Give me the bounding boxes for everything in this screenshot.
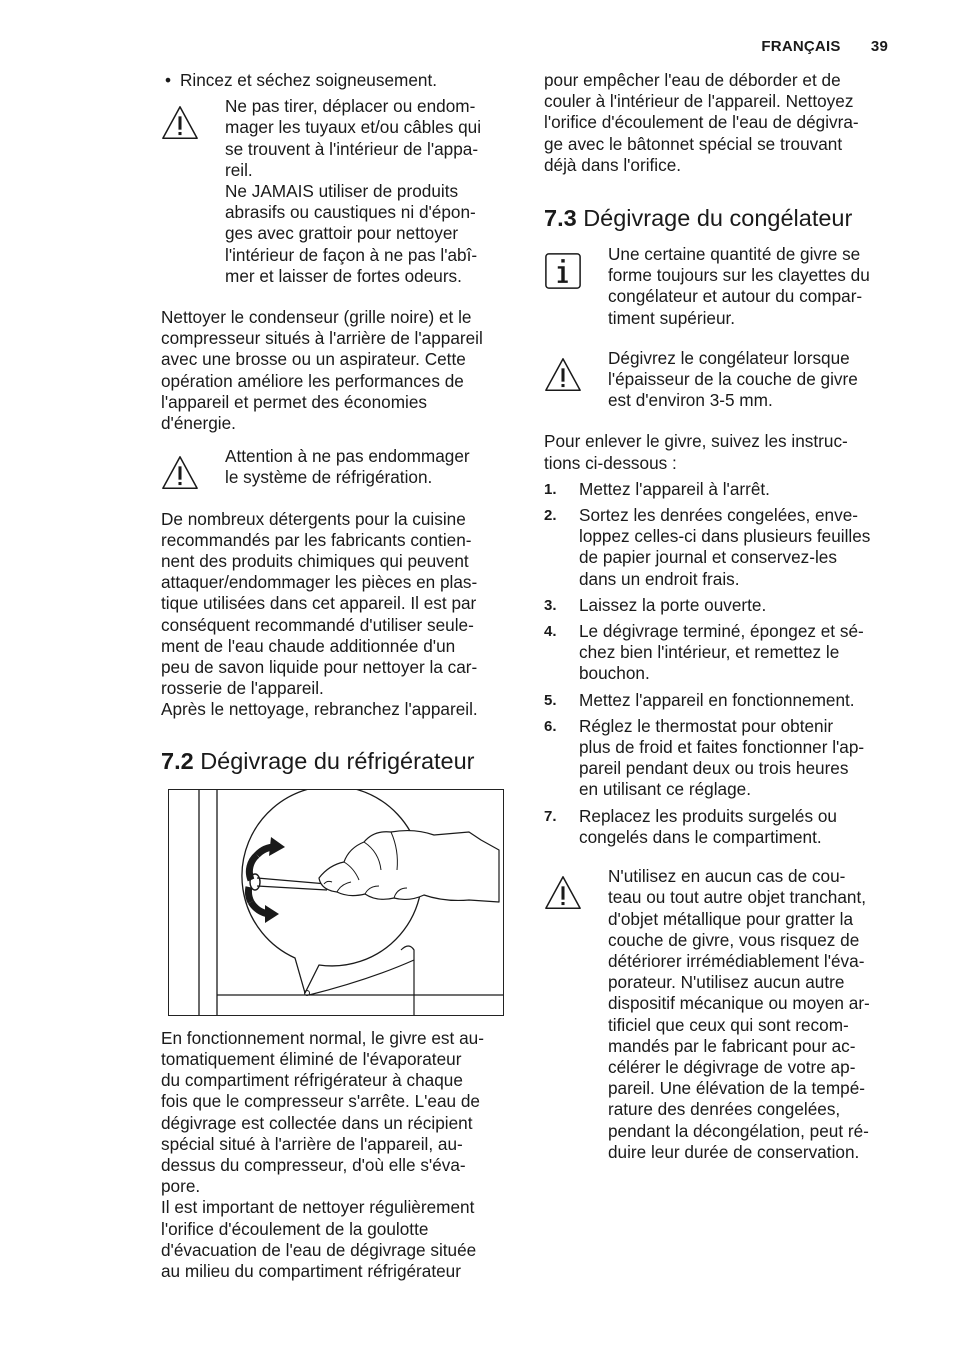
warning-icon xyxy=(161,104,199,142)
warning-icon xyxy=(544,874,582,912)
list-item: 3. Laissez la porte ouverte. xyxy=(544,594,767,615)
list-item: 6. Réglez le thermostat pour obtenir plus de froid et faites fonctionner l'ap- pareil pendant deux ou trois heures en utilisant ce réglage. xyxy=(544,715,865,800)
warning-icon xyxy=(161,454,199,492)
warning-icon xyxy=(544,356,582,394)
list-item: 1. Mettez l'appareil à l'arrêt. xyxy=(544,478,770,499)
bullet-rinse: • Rincez et séchez soigneusement. xyxy=(161,70,513,91)
list-item: 2. Sortez les denrées congelées, enve- loppez celles-ci dans plusieurs feuilles de papier journal et conservez-les dans un endroit frais. xyxy=(544,505,871,589)
fridge-drain-illustration xyxy=(169,790,503,1015)
info-note-frost xyxy=(544,244,896,329)
warning-note-thickness xyxy=(544,348,896,412)
warning-note-sharp-objects xyxy=(544,866,896,1163)
page-number: 39 xyxy=(870,38,888,55)
warning-cables-text: Ne pas tirer, déplacer ou endom- mager les tuyaux et/ou câbles qui se trouvent à l'intérieur de l'appa- reil. Ne JAMAIS utiliser de produits abrasifs ou caustiques ni d'épon- ges avec grattoir pour nettoyer l'intérieur de façon à ne pas l'abî- mer et laisser de fortes odeurs. xyxy=(225,96,482,286)
section-7-3-heading: 7.3 Dégivrage du congélateur xyxy=(544,205,853,232)
warning-thickness-text: Dégivrez le congélateur lorsque l'épaisseur de la couche de givre est d'environ 3-5 mm. xyxy=(608,347,858,411)
list-item: 4. Le dégivrage terminé, épongez et sé- chez bien l'intérieur, et remettez le bouchon. xyxy=(544,621,864,684)
drain-continuation-paragraph: pour empêcher l'eau de déborder et de couler à l'intérieur de l'appareil. Nettoyez l'orifice d'écoulement de l'eau de dégivra- ge avec le bâtonnet spécial se trouvant déjà dans l'orifice. xyxy=(544,70,859,175)
list-item: 7. Replacez les produits surgelés ou congelés dans le compartiment. xyxy=(544,805,837,847)
defrost-illustration xyxy=(168,789,504,1016)
section-7-2-heading: 7.2 Dégivrage du réfrigérateur xyxy=(161,747,475,774)
page-header xyxy=(735,38,888,55)
warning-note-cables xyxy=(161,96,513,287)
warning-note-refrigeration xyxy=(161,446,513,488)
list-item: 5. Mettez l'appareil en fonctionnement. xyxy=(544,689,855,710)
warning-refrigeration-text: Attention à ne pas endommager le système de réfrigération. xyxy=(225,446,470,488)
condenser-paragraph: Nettoyer le condenseur (grille noire) et le compresseur situés à l'arrière de l'appareil avec une brosse ou un aspirateur. Cette opération améliore les performances de l'appareil et permet des économies d'énergie. xyxy=(161,307,483,434)
defrost-steps-list xyxy=(544,479,896,848)
instructions-intro: Pour enlever le givre, suivez les instruc- tions ci-dessous : xyxy=(544,431,848,473)
left-column xyxy=(161,70,513,1282)
right-column xyxy=(544,70,896,1163)
defrost-water-paragraph: En fonctionnement normal, le givre est au- tomatiquement éliminé de l'évaporateur du compartiment réfrigérateur à chaque fois que le compresseur s'arrête. L'eau de dégivrage est collectée dans un récipient spécial situé à l'arrière de l'appareil, au- dessus du compresseur, d'où elle s'éva- pore. Il est important de nettoyer régulièrement l'orifice d'écoulement de la goulotte d'évacuation de l'eau de dégivrage située au milieu du compartiment réfrigérateur xyxy=(161,1027,484,1281)
detergents-paragraph: De nombreux détergents pour la cuisine recommandés par les fabricants contien- nent des produits chimiques qui peuvent attaquer/endommager les pièces en plas- tique utilisées dans cet appareil. Il est par conséquent recommandé d'utiliser seule- ment de l'eau chaude additionnée d'un peu de savon liquide pour nettoyer la car- rosserie de l'appareil. Après le nettoyage, rebranchez l'appareil. xyxy=(161,508,478,720)
info-icon xyxy=(544,252,582,290)
language-label: FRANÇAIS xyxy=(761,38,841,55)
info-frost-text: Une certaine quantité de givre se forme toujours sur les clayettes du congélateur et autour du compar- timent supérieur. xyxy=(608,244,870,328)
warning-sharp-objects-text: N'utilisez en aucun cas de cou- teau ou tout autre objet tranchant, d'objet métallique pour gratter la couche de givre, vous risquez de détériorer irrémédiablement l'éva- porateur. N'utilisez aucun autre dispositif mécanique ou moyen ar- tificiel que ceux qui sont recom- mandés par le fabricant pour ac- célérer le dégivrage de votre ap- pareil. Une élévation de la tempé- rature des denrées congelées, pendant la décongélation, peut ré- duire leur durée de conservation. xyxy=(608,866,870,1162)
